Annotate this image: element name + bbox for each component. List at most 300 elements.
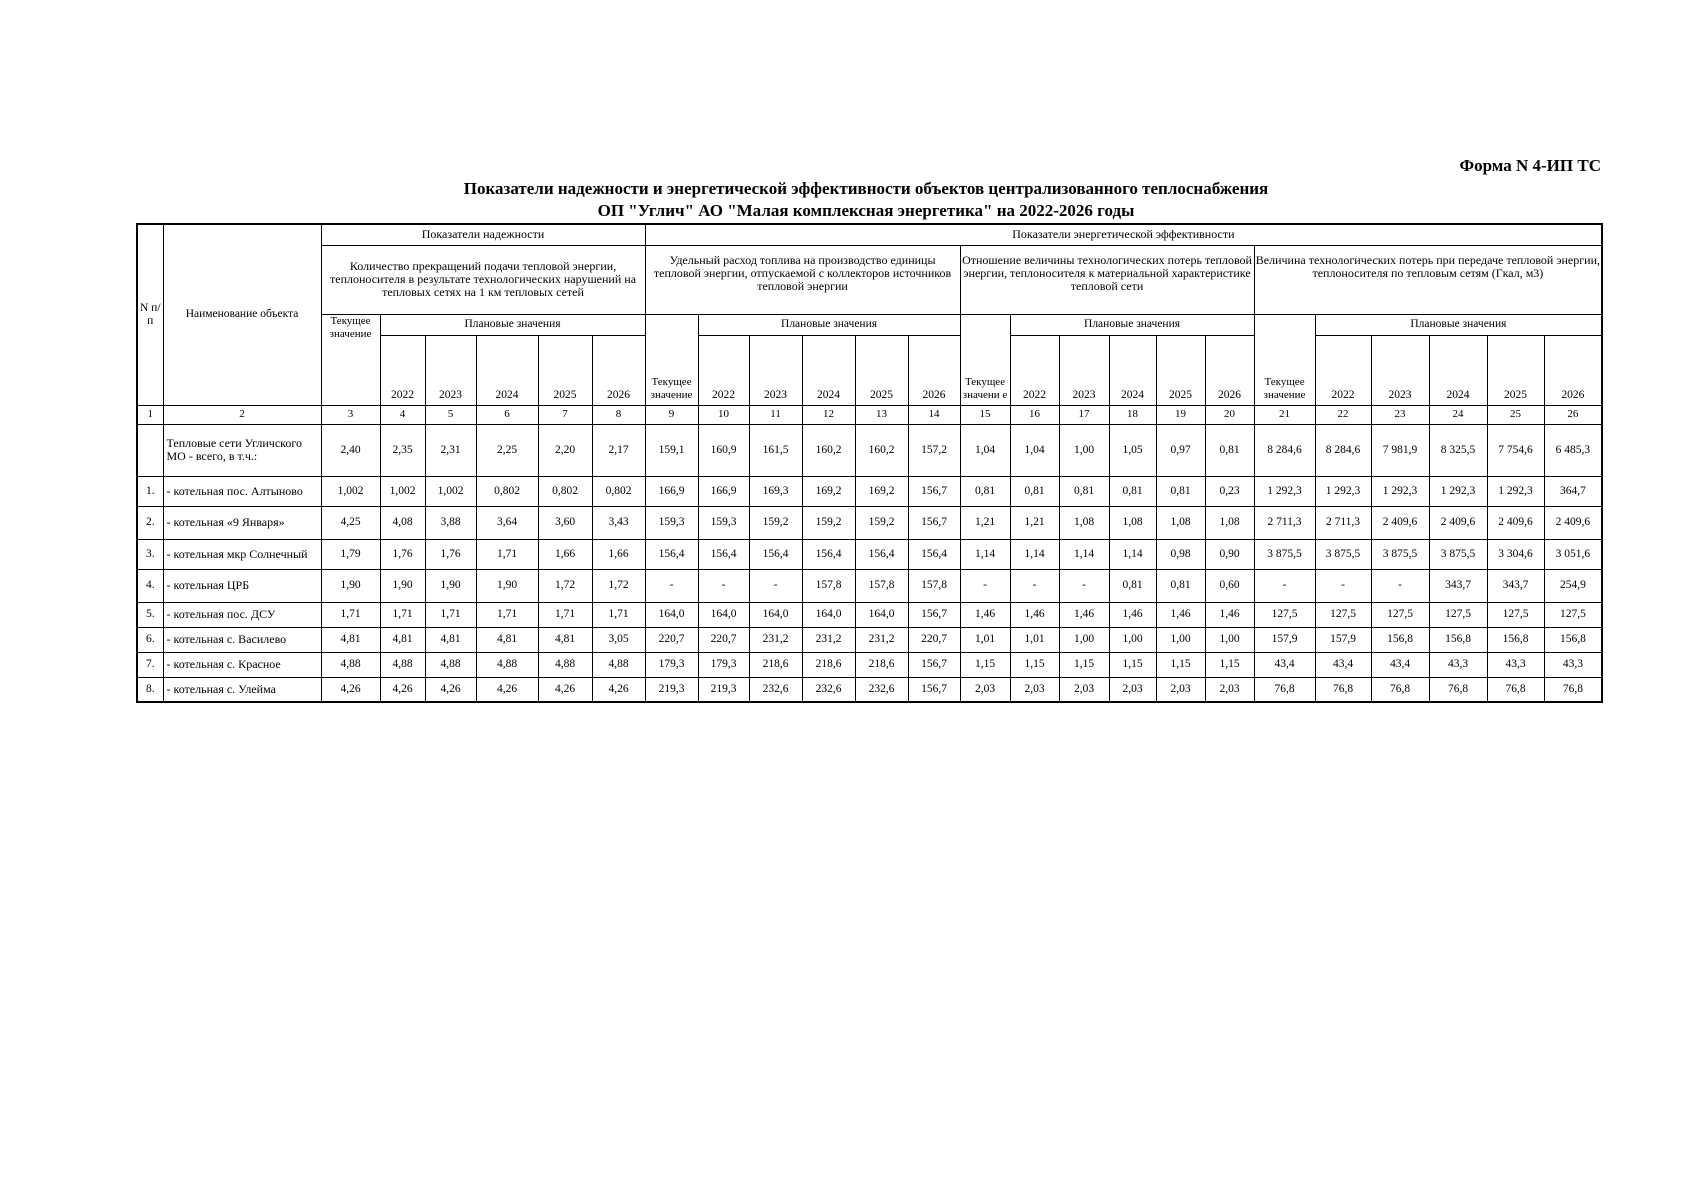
value-cell: 1,46 [1059, 602, 1109, 627]
value-cell: 1,01 [960, 627, 1010, 652]
value-cell: 1 292,3 [1487, 476, 1544, 506]
year-cell: 2023 [425, 335, 476, 405]
value-cell: 8 284,6 [1254, 424, 1315, 476]
object-name: - котельная «9 Января» [163, 506, 321, 539]
value-cell: 2,03 [1156, 677, 1205, 702]
value-cell: 232,6 [749, 677, 802, 702]
value-cell: 156,4 [749, 539, 802, 569]
value-cell: 0,81 [1109, 476, 1156, 506]
value-cell: 1,21 [960, 506, 1010, 539]
value-cell: 1,90 [425, 569, 476, 602]
header-group-loss-ratio: Отношение величины технологических потерь тепловой энергии, теплоносителя к материальной характеристике тепловой сети [960, 245, 1254, 314]
value-cell: 3 875,5 [1315, 539, 1371, 569]
header-current-g3: Текущее значени е [960, 314, 1010, 405]
value-cell: 3 051,6 [1544, 539, 1602, 569]
value-cell: 0,802 [538, 476, 592, 506]
value-cell: 1,21 [1010, 506, 1059, 539]
value-cell: - [1315, 569, 1371, 602]
value-cell: 1 292,3 [1429, 476, 1487, 506]
column-number: 21 [1254, 405, 1315, 424]
value-cell: 0,81 [1205, 424, 1254, 476]
value-cell: 0,60 [1205, 569, 1254, 602]
value-cell: 157,9 [1254, 627, 1315, 652]
object-name: - котельная пос. ДСУ [163, 602, 321, 627]
value-cell: 4,26 [380, 677, 425, 702]
value-cell: 0,81 [1010, 476, 1059, 506]
value-cell: 164,0 [749, 602, 802, 627]
row-number: 5. [137, 602, 163, 627]
value-cell: 4,88 [425, 652, 476, 677]
table-row [137, 602, 1602, 627]
value-cell: 232,6 [802, 677, 855, 702]
column-number: 11 [749, 405, 802, 424]
value-cell: 76,8 [1371, 677, 1429, 702]
value-cell: 3 304,6 [1487, 539, 1544, 569]
value-cell: 2,03 [1205, 677, 1254, 702]
row-number: 8. [137, 677, 163, 702]
value-cell: 179,3 [645, 652, 698, 677]
header-plan-g1: Плановые значения [380, 314, 645, 335]
table-row [137, 506, 1602, 539]
value-cell: 3,60 [538, 506, 592, 539]
header-current-g2: Текущее значение [645, 314, 698, 405]
year-cell: 2022 [1315, 335, 1371, 405]
table-body [137, 424, 1602, 702]
value-cell: 3,43 [592, 506, 645, 539]
value-cell: 1,05 [1109, 424, 1156, 476]
value-cell: 2,20 [538, 424, 592, 476]
column-number: 2 [163, 405, 321, 424]
column-number: 5 [425, 405, 476, 424]
value-cell: 0,81 [1059, 476, 1109, 506]
value-cell: - [645, 569, 698, 602]
row-number: 7. [137, 652, 163, 677]
value-cell: 1,71 [476, 602, 538, 627]
value-cell: 218,6 [802, 652, 855, 677]
value-cell: 1,71 [321, 602, 380, 627]
value-cell: 4,81 [538, 627, 592, 652]
value-cell: 1,04 [1010, 424, 1059, 476]
value-cell: 2,25 [476, 424, 538, 476]
value-cell: 157,8 [908, 569, 960, 602]
value-cell: 127,5 [1429, 602, 1487, 627]
value-cell: 156,4 [802, 539, 855, 569]
value-cell: - [1059, 569, 1109, 602]
value-cell: 1,46 [960, 602, 1010, 627]
column-number: 17 [1059, 405, 1109, 424]
value-cell: 1,66 [538, 539, 592, 569]
value-cell: 1,15 [1010, 652, 1059, 677]
row-number [137, 424, 163, 476]
object-name: - котельная пос. Алтыново [163, 476, 321, 506]
column-number: 19 [1156, 405, 1205, 424]
column-number: 3 [321, 405, 380, 424]
table-row [137, 424, 1602, 476]
column-number-row [137, 405, 1602, 424]
value-cell: 164,0 [698, 602, 749, 627]
year-cell: 2026 [1205, 335, 1254, 405]
value-cell: 1,15 [1156, 652, 1205, 677]
value-cell: 1,002 [425, 476, 476, 506]
value-cell: 1,15 [1205, 652, 1254, 677]
value-cell: 161,5 [749, 424, 802, 476]
year-cell: 2024 [1109, 335, 1156, 405]
year-cell: 2025 [538, 335, 592, 405]
value-cell: 166,9 [698, 476, 749, 506]
value-cell: 2 409,6 [1544, 506, 1602, 539]
row-number: 4. [137, 569, 163, 602]
value-cell: 156,4 [908, 539, 960, 569]
value-cell: 76,8 [1254, 677, 1315, 702]
value-cell: 1 292,3 [1254, 476, 1315, 506]
value-cell: 8 284,6 [1315, 424, 1371, 476]
value-cell: 2 409,6 [1429, 506, 1487, 539]
value-cell: 1,00 [1059, 424, 1109, 476]
header-group-interruptions: Количество прекращений подачи тепловой энергии, теплоносителя в результате технологических нарушений на тепловых сетях на 1 км тепловых сетей [321, 245, 645, 314]
value-cell: - [1010, 569, 1059, 602]
value-cell: 218,6 [749, 652, 802, 677]
value-cell: 1,66 [592, 539, 645, 569]
title-line-2: ОП "Углич" АО "Малая комплексная энергетика" на 2022-2026 годы [597, 201, 1135, 220]
header-reliability: Показатели надежности [321, 224, 645, 245]
value-cell: 4,26 [592, 677, 645, 702]
column-number: 16 [1010, 405, 1059, 424]
year-cell: 2022 [698, 335, 749, 405]
value-cell: 4,08 [380, 506, 425, 539]
value-cell: 2,40 [321, 424, 380, 476]
value-cell: 156,4 [645, 539, 698, 569]
value-cell: 127,5 [1315, 602, 1371, 627]
value-cell: 6 485,3 [1544, 424, 1602, 476]
year-cell: 2026 [592, 335, 645, 405]
value-cell: - [1371, 569, 1429, 602]
value-cell: 159,1 [645, 424, 698, 476]
value-cell: 164,0 [802, 602, 855, 627]
table-row [137, 652, 1602, 677]
value-cell: 0,98 [1156, 539, 1205, 569]
value-cell: 76,8 [1315, 677, 1371, 702]
object-name: - котельная с. Василево [163, 627, 321, 652]
value-cell: 0,97 [1156, 424, 1205, 476]
title-line-1: Показатели надежности и энергетической эффективности объектов централизованного теплоснабжения [463, 179, 1269, 198]
object-name: - котельная ЦРБ [163, 569, 321, 602]
value-cell: 231,2 [855, 627, 908, 652]
value-cell: 1,76 [380, 539, 425, 569]
column-number: 15 [960, 405, 1010, 424]
value-cell: 254,9 [1544, 569, 1602, 602]
value-cell: 218,6 [855, 652, 908, 677]
value-cell: 1,79 [321, 539, 380, 569]
value-cell: 1,90 [476, 569, 538, 602]
column-number: 18 [1109, 405, 1156, 424]
value-cell: 1 292,3 [1371, 476, 1429, 506]
column-number: 20 [1205, 405, 1254, 424]
header-plan-g4: Плановые значения [1315, 314, 1602, 335]
column-number: 6 [476, 405, 538, 424]
value-cell: 1,71 [476, 539, 538, 569]
value-cell: 1,71 [425, 602, 476, 627]
year-cell: 2024 [1429, 335, 1487, 405]
value-cell: 1,14 [1059, 539, 1109, 569]
value-cell: 7 981,9 [1371, 424, 1429, 476]
value-cell: 4,88 [321, 652, 380, 677]
column-number: 26 [1544, 405, 1602, 424]
object-name: - котельная с. Красное [163, 652, 321, 677]
column-number: 22 [1315, 405, 1371, 424]
value-cell: 1,90 [380, 569, 425, 602]
page-title [136, 178, 1596, 222]
value-cell: 159,3 [698, 506, 749, 539]
value-cell: 156,8 [1487, 627, 1544, 652]
value-cell: 0,802 [476, 476, 538, 506]
value-cell: 127,5 [1487, 602, 1544, 627]
value-cell: 1,46 [1156, 602, 1205, 627]
value-cell: 8 325,5 [1429, 424, 1487, 476]
value-cell: 343,7 [1487, 569, 1544, 602]
value-cell: 1,002 [321, 476, 380, 506]
value-cell: 4,88 [592, 652, 645, 677]
year-cell: 2023 [749, 335, 802, 405]
year-cell: 2023 [1059, 335, 1109, 405]
value-cell: 2 409,6 [1487, 506, 1544, 539]
value-cell: 1,72 [538, 569, 592, 602]
value-cell: 4,26 [538, 677, 592, 702]
value-cell: 156,7 [908, 652, 960, 677]
value-cell: 156,4 [855, 539, 908, 569]
column-number: 10 [698, 405, 749, 424]
value-cell: 2,03 [1059, 677, 1109, 702]
value-cell: 1,15 [960, 652, 1010, 677]
value-cell: 0,802 [592, 476, 645, 506]
row-number: 1. [137, 476, 163, 506]
value-cell: 159,2 [855, 506, 908, 539]
value-cell: 1,71 [538, 602, 592, 627]
value-cell: 1,04 [960, 424, 1010, 476]
value-cell: 43,4 [1371, 652, 1429, 677]
value-cell: 4,25 [321, 506, 380, 539]
value-cell: 160,2 [802, 424, 855, 476]
value-cell: 2,31 [425, 424, 476, 476]
value-cell: 2,03 [960, 677, 1010, 702]
value-cell: 4,26 [425, 677, 476, 702]
year-cell: 2026 [908, 335, 960, 405]
value-cell: 156,7 [908, 506, 960, 539]
value-cell: 127,5 [1544, 602, 1602, 627]
value-cell: 159,2 [749, 506, 802, 539]
header-group-fuel-consumption: Удельный расход топлива на производство единицы тепловой энергии, отпускаемой с коллекторов источников тепловой энергии [645, 245, 960, 314]
value-cell: - [960, 569, 1010, 602]
value-cell: 1,15 [1109, 652, 1156, 677]
value-cell: 156,7 [908, 677, 960, 702]
column-number: 7 [538, 405, 592, 424]
year-cell: 2022 [1010, 335, 1059, 405]
value-cell: 43,4 [1315, 652, 1371, 677]
value-cell: 164,0 [645, 602, 698, 627]
table-row [137, 677, 1602, 702]
value-cell: 1,46 [1205, 602, 1254, 627]
row-number: 6. [137, 627, 163, 652]
value-cell: 160,9 [698, 424, 749, 476]
value-cell: 2 711,3 [1315, 506, 1371, 539]
value-cell: 1,01 [1010, 627, 1059, 652]
value-cell: 1,00 [1156, 627, 1205, 652]
column-number: 4 [380, 405, 425, 424]
value-cell: 2,03 [1109, 677, 1156, 702]
value-cell: 157,8 [802, 569, 855, 602]
value-cell: 156,8 [1371, 627, 1429, 652]
year-cell: 2024 [476, 335, 538, 405]
value-cell: 1,14 [1109, 539, 1156, 569]
value-cell: 1,14 [1010, 539, 1059, 569]
value-cell: 3 875,5 [1371, 539, 1429, 569]
value-cell: 3,05 [592, 627, 645, 652]
value-cell: 160,2 [855, 424, 908, 476]
value-cell: 1,08 [1156, 506, 1205, 539]
value-cell: 219,3 [645, 677, 698, 702]
value-cell: - [698, 569, 749, 602]
object-name: - котельная мкр Солнечный [163, 539, 321, 569]
header-current-g4: Текущее значение [1254, 314, 1315, 405]
column-number: 14 [908, 405, 960, 424]
value-cell: 2,17 [592, 424, 645, 476]
value-cell: 1,00 [1205, 627, 1254, 652]
header-num: N п/п [137, 224, 163, 405]
value-cell: 169,2 [855, 476, 908, 506]
value-cell: 3,88 [425, 506, 476, 539]
value-cell: 159,3 [645, 506, 698, 539]
table-row [137, 539, 1602, 569]
year-cell: 2025 [1156, 335, 1205, 405]
value-cell: 127,5 [1371, 602, 1429, 627]
value-cell: 220,7 [645, 627, 698, 652]
year-cell: 2025 [855, 335, 908, 405]
value-cell: 156,7 [908, 602, 960, 627]
header-name: Наименование объекта [163, 224, 321, 405]
header-plan-g2: Плановые значения [698, 314, 960, 335]
value-cell: 127,5 [1254, 602, 1315, 627]
column-number: 8 [592, 405, 645, 424]
value-cell: 232,6 [855, 677, 908, 702]
value-cell: 0,23 [1205, 476, 1254, 506]
value-cell: 3 875,5 [1429, 539, 1487, 569]
table-row [137, 627, 1602, 652]
value-cell: 169,3 [749, 476, 802, 506]
value-cell: 166,9 [645, 476, 698, 506]
header-efficiency: Показатели энергетической эффективности [645, 224, 1602, 245]
value-cell: 1,76 [425, 539, 476, 569]
value-cell: 1,08 [1109, 506, 1156, 539]
value-cell: 1,00 [1109, 627, 1156, 652]
value-cell: 1 292,3 [1315, 476, 1371, 506]
row-number: 2. [137, 506, 163, 539]
value-cell: 1,14 [960, 539, 1010, 569]
value-cell: 3 875,5 [1254, 539, 1315, 569]
value-cell: 156,8 [1544, 627, 1602, 652]
value-cell: 4,81 [476, 627, 538, 652]
value-cell: 2 711,3 [1254, 506, 1315, 539]
column-number: 1 [137, 405, 163, 424]
value-cell: 0,81 [1156, 476, 1205, 506]
table-row [137, 476, 1602, 506]
value-cell: 231,2 [749, 627, 802, 652]
value-cell: 219,3 [698, 677, 749, 702]
value-cell: 4,88 [476, 652, 538, 677]
column-number: 25 [1487, 405, 1544, 424]
value-cell: 1,90 [321, 569, 380, 602]
value-cell: 364,7 [1544, 476, 1602, 506]
value-cell: 4,81 [425, 627, 476, 652]
value-cell: 2,03 [1010, 677, 1059, 702]
value-cell: 76,8 [1487, 677, 1544, 702]
value-cell: 1,00 [1059, 627, 1109, 652]
value-cell: 2 409,6 [1371, 506, 1429, 539]
object-name: Тепловые сети Угличского МО - всего, в т.ч.: [163, 424, 321, 476]
column-number: 12 [802, 405, 855, 424]
value-cell: 1,71 [592, 602, 645, 627]
value-cell: 0,81 [1109, 569, 1156, 602]
value-cell: - [1254, 569, 1315, 602]
value-cell: 1,15 [1059, 652, 1109, 677]
value-cell: 1,71 [380, 602, 425, 627]
value-cell: 164,0 [855, 602, 908, 627]
value-cell: 157,9 [1315, 627, 1371, 652]
value-cell: 4,81 [321, 627, 380, 652]
value-cell: 2,35 [380, 424, 425, 476]
year-cell: 2026 [1544, 335, 1602, 405]
value-cell: 3,64 [476, 506, 538, 539]
value-cell: 76,8 [1429, 677, 1487, 702]
value-cell: 0,90 [1205, 539, 1254, 569]
header-plan-g3: Плановые значения [1010, 314, 1254, 335]
year-cell: 2024 [802, 335, 855, 405]
table-row [137, 569, 1602, 602]
value-cell: 4,26 [476, 677, 538, 702]
value-cell: 159,2 [802, 506, 855, 539]
column-number: 9 [645, 405, 698, 424]
header-current-g1: Текущее значение [321, 314, 380, 405]
row-number: 3. [137, 539, 163, 569]
form-label: Форма N 4-ИП ТС [1459, 156, 1601, 175]
value-cell: 1,72 [592, 569, 645, 602]
value-cell: 169,2 [802, 476, 855, 506]
value-cell: 156,8 [1429, 627, 1487, 652]
value-cell: 220,7 [908, 627, 960, 652]
column-number: 13 [855, 405, 908, 424]
value-cell: 156,4 [698, 539, 749, 569]
value-cell: 43,3 [1487, 652, 1544, 677]
value-cell: 1,08 [1059, 506, 1109, 539]
value-cell: - [749, 569, 802, 602]
value-cell: 4,26 [321, 677, 380, 702]
value-cell: 179,3 [698, 652, 749, 677]
object-name: - котельная с. Улейма [163, 677, 321, 702]
value-cell: 1,46 [1109, 602, 1156, 627]
indicators-table [136, 223, 1603, 703]
value-cell: 0,81 [1156, 569, 1205, 602]
value-cell: 1,002 [380, 476, 425, 506]
year-cell: 2023 [1371, 335, 1429, 405]
value-cell: 157,2 [908, 424, 960, 476]
value-cell: 157,8 [855, 569, 908, 602]
value-cell: 1,08 [1205, 506, 1254, 539]
value-cell: 4,88 [538, 652, 592, 677]
value-cell: 231,2 [802, 627, 855, 652]
value-cell: 76,8 [1544, 677, 1602, 702]
value-cell: 4,81 [380, 627, 425, 652]
year-cell: 2022 [380, 335, 425, 405]
value-cell: 43,4 [1254, 652, 1315, 677]
year-cell: 2025 [1487, 335, 1544, 405]
